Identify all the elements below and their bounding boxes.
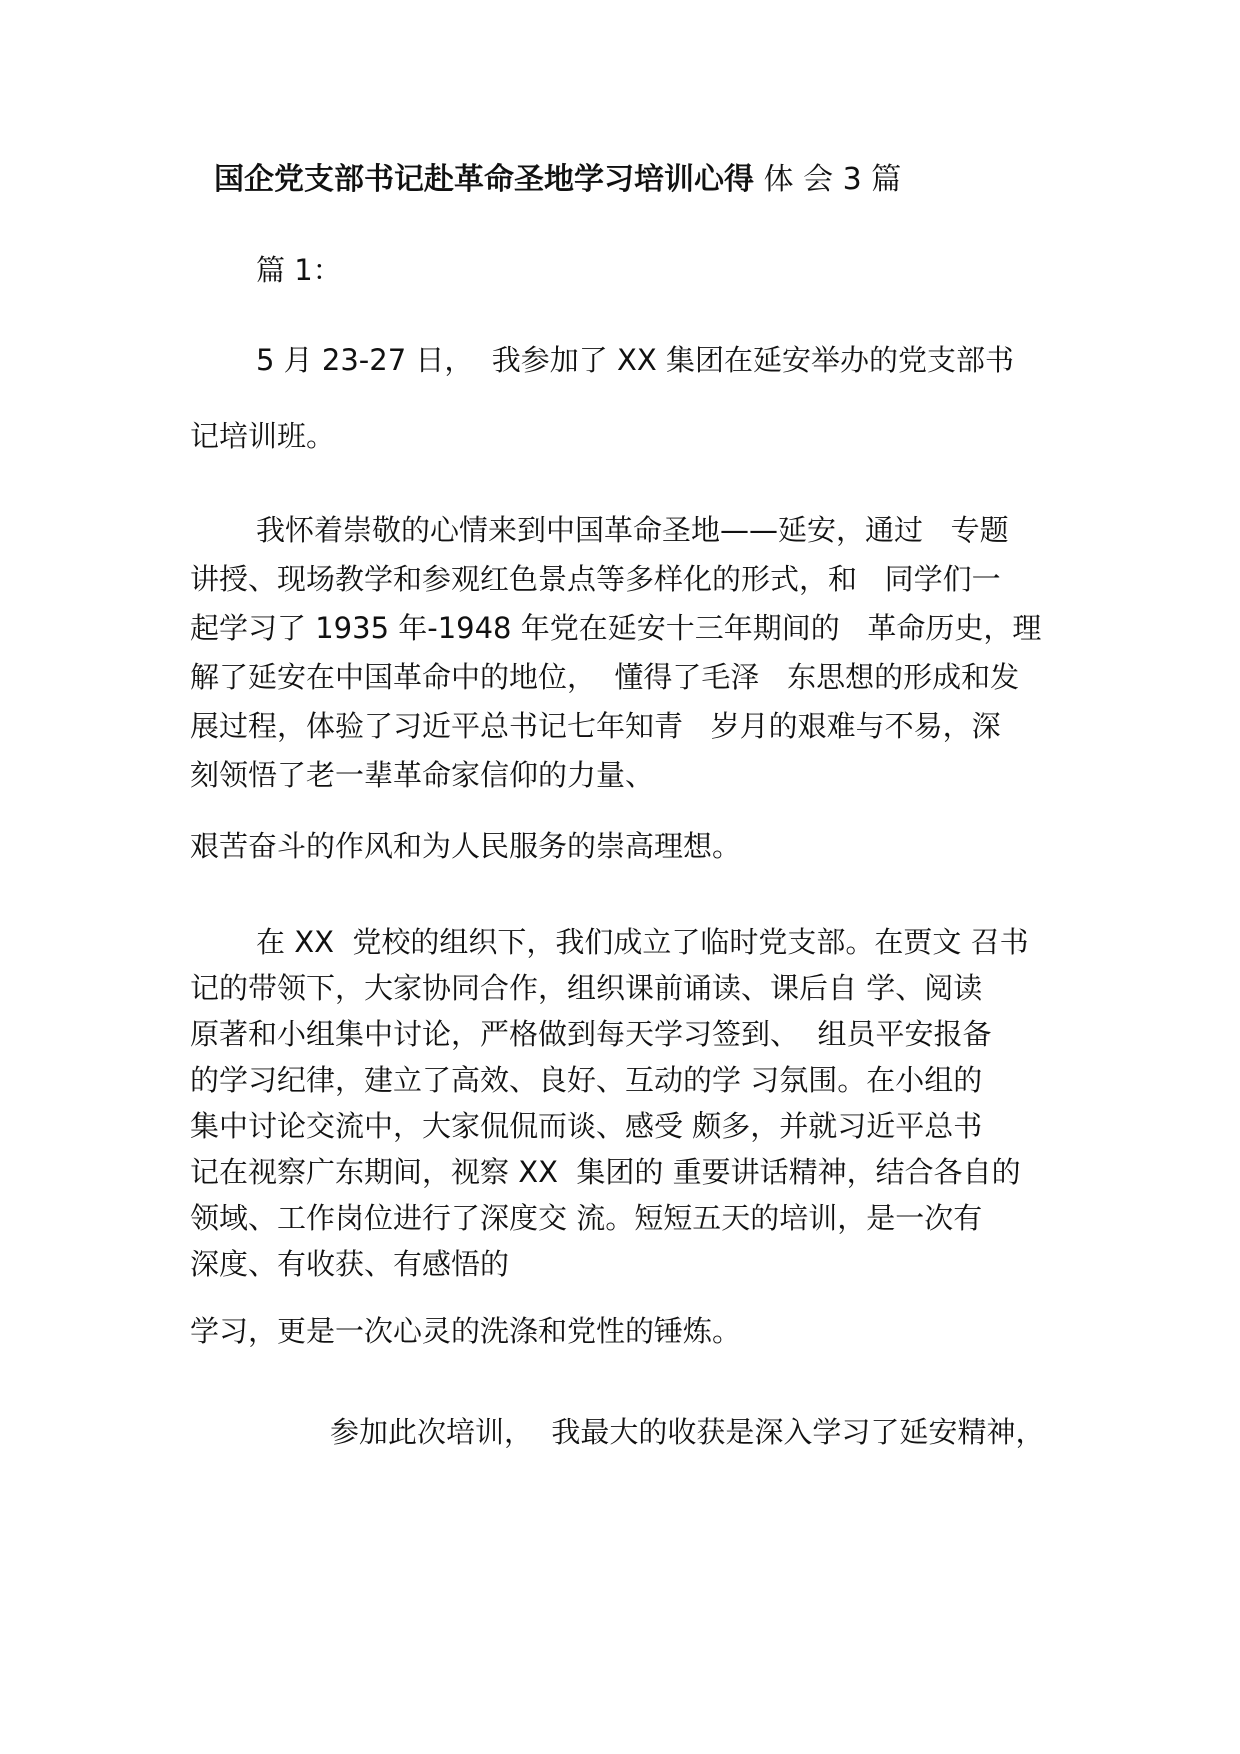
text-line: 刻领悟了老一辈革命家信仰的力量、 [190,758,655,792]
text-line: 我怀着崇敬的心情来到中国革命圣地——延安，通过 专题 [256,513,1009,547]
text-line: 记在视察广东期间，视察 XX 集团的 重要讲话精神，结合各自的 [190,1155,1021,1189]
title-tail: 体 会 3 篇 [754,162,902,197]
text-line: 记的带领下，大家协同合作，组织课前诵读、课后自 学、阅读 [190,971,983,1005]
text-line: 集中讨论交流中，大家侃侃而谈、感受 颇多，并就习近平总书 [190,1109,983,1143]
text-line: 艰苦奋斗的作风和为人民服务的崇高理想。 [190,829,742,863]
text-line: 讲授、现场教学和参观红色景点等多样化的形式，和 同学们一 [190,562,1001,596]
text-line: 深度、有收获、有感悟的 [190,1247,510,1281]
text-line: 5 月 23-27 日， 我参加了 XX 集团在延安举办的党支部书 [256,343,1014,377]
text-line: 在 XX 党校的组织下，我们成立了临时党支部。在贾文 召书 [256,925,1029,959]
text-line: 解了延安在中国革命中的地位， 懂得了毛泽 东思想的形成和发 [190,660,1020,694]
text-line: 学习，更是一次心灵的洗涤和党性的锤炼。 [190,1314,742,1348]
text-line: 起学习了 1935 年-1948 年党在延安十三年期间的 革命历史，理 [190,611,1042,645]
text-line: 展过程，体验了习近平总书记七年知青 岁月的艰难与不易，深 [190,709,1001,743]
title-main: 国企党支部书记赴革命圣地学习培训心得 [214,162,754,197]
document-title [214,160,901,200]
text-line: 的学习纪律，建立了高效、良好、互动的学 习氛围。在小组的 [190,1063,983,1097]
text-line: 参加此次培训， 我最大的收获是深入学习了延安精神， [330,1415,1045,1449]
section-heading: 篇 1： [256,253,342,287]
text-line: 原著和小组集中讨论，严格做到每天学习签到、 组员平安报备 [190,1017,992,1051]
text-line: 记培训班。 [190,419,336,453]
text-line: 领域、工作岗位进行了深度交 流。短短五天的培训，是一次有 [190,1201,983,1235]
